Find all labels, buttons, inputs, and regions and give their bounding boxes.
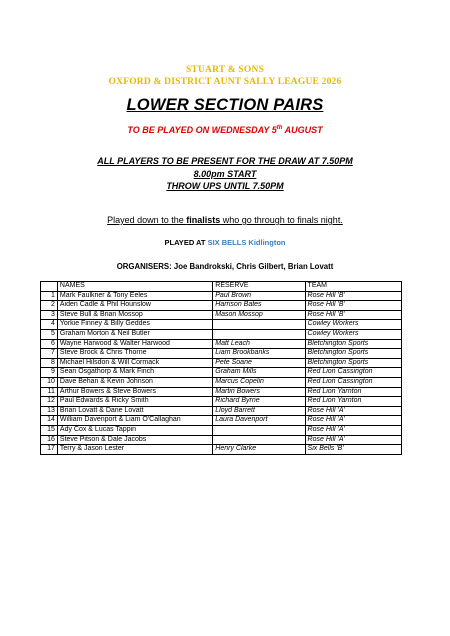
- played-on-date: [0, 125, 450, 135]
- row-names: Yorkie Finney & Billy Geddes: [57, 320, 212, 330]
- sponsor-line-2: OXFORD & DISTRICT AUNT SALLY LEAGUE 2026: [108, 77, 342, 87]
- row-names: Steve Brock & Chris Thorne: [57, 349, 212, 359]
- row-names: Paul Edwards & Ricky Smith: [57, 397, 212, 407]
- row-reserve: Graham Mills: [213, 368, 305, 378]
- row-reserve: [213, 435, 305, 445]
- row-names: Mark Faulkner & Tony Eeles: [57, 291, 212, 301]
- row-reserve: Liam Brookbanks: [213, 349, 305, 359]
- sponsor-heading: [0, 64, 450, 88]
- row-team: Six Bells 'B': [305, 445, 401, 455]
- instructions-block: [0, 155, 450, 193]
- row-names: William Davenport & Liam O'Callaghan: [57, 416, 212, 426]
- row-team: Bletchington Sports: [305, 349, 401, 359]
- row-reserve: Pete Soane: [213, 358, 305, 368]
- row-number: 2: [41, 301, 58, 311]
- row-team: Rose Hill 'B': [305, 291, 401, 301]
- row-number: 14: [41, 416, 58, 426]
- row-number: 15: [41, 425, 58, 435]
- table-row: [41, 435, 402, 445]
- table-row: [41, 445, 402, 455]
- row-number: 16: [41, 435, 58, 445]
- row-team: Red Lion Yarnton: [305, 397, 401, 407]
- row-names: Michael Hilsdon & Will Cormack: [57, 358, 212, 368]
- row-names: Dave Behan & Kevin Johnson: [57, 377, 212, 387]
- table-row: [41, 358, 402, 368]
- row-team: Rose Hill 'A': [305, 435, 401, 445]
- row-team: Bletchington Sports: [305, 339, 401, 349]
- row-number: 11: [41, 387, 58, 397]
- row-reserve: Laura Davenport: [213, 416, 305, 426]
- table-row: [41, 368, 402, 378]
- row-reserve: [213, 320, 305, 330]
- header-reserve: RESERVE: [213, 282, 305, 292]
- row-number: 8: [41, 358, 58, 368]
- row-names: Steve Bull & Brian Mossop: [57, 310, 212, 320]
- page-title: LOWER SECTION PAIRS: [126, 96, 324, 114]
- table-header-row: [41, 282, 402, 292]
- row-reserve: Marcus Copelin: [213, 377, 305, 387]
- row-names: Brian Lovatt & Dane Lovatt: [57, 406, 212, 416]
- row-number: 9: [41, 368, 58, 378]
- row-team: Rose Hill 'A': [305, 425, 401, 435]
- table-row: [41, 339, 402, 349]
- row-team: Cowley Workers: [305, 320, 401, 330]
- table-row: [41, 310, 402, 320]
- row-team: Red Lion Cassington: [305, 377, 401, 387]
- played-on-sup: th: [276, 125, 283, 131]
- table-row: [41, 349, 402, 359]
- table-row: [41, 416, 402, 426]
- note-before: Played down to the: [107, 215, 187, 225]
- row-reserve: Richard Byrne: [213, 397, 305, 407]
- played-on-prefix: TO BE PLAYED ON WEDNESDAY 5: [127, 125, 277, 135]
- row-team: Red Lion Cassington: [305, 368, 401, 378]
- note-bold: finalists: [186, 215, 221, 225]
- row-number: 3: [41, 310, 58, 320]
- row-reserve: Lloyd Barrett: [213, 406, 305, 416]
- row-number: 12: [41, 397, 58, 407]
- row-names: Sean Osgathorp & Mark Finch: [57, 368, 212, 378]
- note-after: who go through to finals night.: [220, 215, 343, 225]
- row-number: 5: [41, 329, 58, 339]
- row-names: Steve Pitson & Dale Jacobs: [57, 435, 212, 445]
- pairs-table: [40, 281, 402, 455]
- venue-line: [0, 238, 450, 247]
- organisers-line: ORGANISERS: Joe Bandrokski, Chris Gilbert, Brian Lovatt: [116, 262, 334, 271]
- header-number: [41, 282, 58, 292]
- instruction-throw-ups: THROW UPS UNTIL 7.50PM: [166, 181, 284, 191]
- table-row: [41, 377, 402, 387]
- table-row: [41, 397, 402, 407]
- row-reserve: Mason Mossop: [213, 310, 305, 320]
- row-reserve: Matt Leach: [213, 339, 305, 349]
- sponsor-line-1: STUART & SONS: [185, 65, 265, 75]
- row-number: 4: [41, 320, 58, 330]
- row-number: 6: [41, 339, 58, 349]
- table-row: [41, 291, 402, 301]
- row-team: Bletchington Sports: [305, 358, 401, 368]
- row-reserve: Harrison Bates: [213, 301, 305, 311]
- row-number: 7: [41, 349, 58, 359]
- instruction-draw: ALL PLAYERS TO BE PRESENT FOR THE DRAW AT 7.50PM: [97, 156, 353, 166]
- row-reserve: Paul Brown: [213, 291, 305, 301]
- row-number: 17: [41, 445, 58, 455]
- venue-name: SIX BELLS Kidlington: [207, 238, 286, 247]
- row-team: Rose Hill 'A': [305, 416, 401, 426]
- row-names: Ady Cox & Lucas Tappin: [57, 425, 212, 435]
- played-on-suffix: AUGUST: [282, 125, 323, 135]
- instruction-start: 8.00pm START: [193, 168, 257, 179]
- table-row: [41, 406, 402, 416]
- row-names: Graham Morton & Neil Butler: [57, 329, 212, 339]
- table-body: [41, 291, 402, 454]
- row-number: 13: [41, 406, 58, 416]
- row-team: Red Lion Yarnton: [305, 387, 401, 397]
- row-names: Terry & Jason Lester: [57, 445, 212, 455]
- finalists-note: [0, 215, 450, 225]
- row-team: Rose Hill 'B': [305, 310, 401, 320]
- row-names: Wayne Harwood & Walter Harwood: [57, 339, 212, 349]
- row-number: 1: [41, 291, 58, 301]
- table-row: [41, 301, 402, 311]
- row-team: Rose Hill 'A': [305, 406, 401, 416]
- row-reserve: Henry Clarke: [213, 445, 305, 455]
- table-row: [41, 320, 402, 330]
- row-reserve: [213, 329, 305, 339]
- row-reserve: Martin Bowers: [213, 387, 305, 397]
- table-row: [41, 329, 402, 339]
- venue-prefix: PLAYED AT: [164, 238, 208, 247]
- header-names: NAMES: [57, 282, 212, 292]
- row-team: Rose Hill 'B': [305, 301, 401, 311]
- row-names: Arthur Bowers & Steve Bowers: [57, 387, 212, 397]
- row-team: Cowley Workers: [305, 329, 401, 339]
- table-row: [41, 387, 402, 397]
- row-names: Aiden Cadle & Phil Hounslow: [57, 301, 212, 311]
- row-reserve: [213, 425, 305, 435]
- header-team: TEAM: [305, 282, 401, 292]
- table-row: [41, 425, 402, 435]
- row-number: 10: [41, 377, 58, 387]
